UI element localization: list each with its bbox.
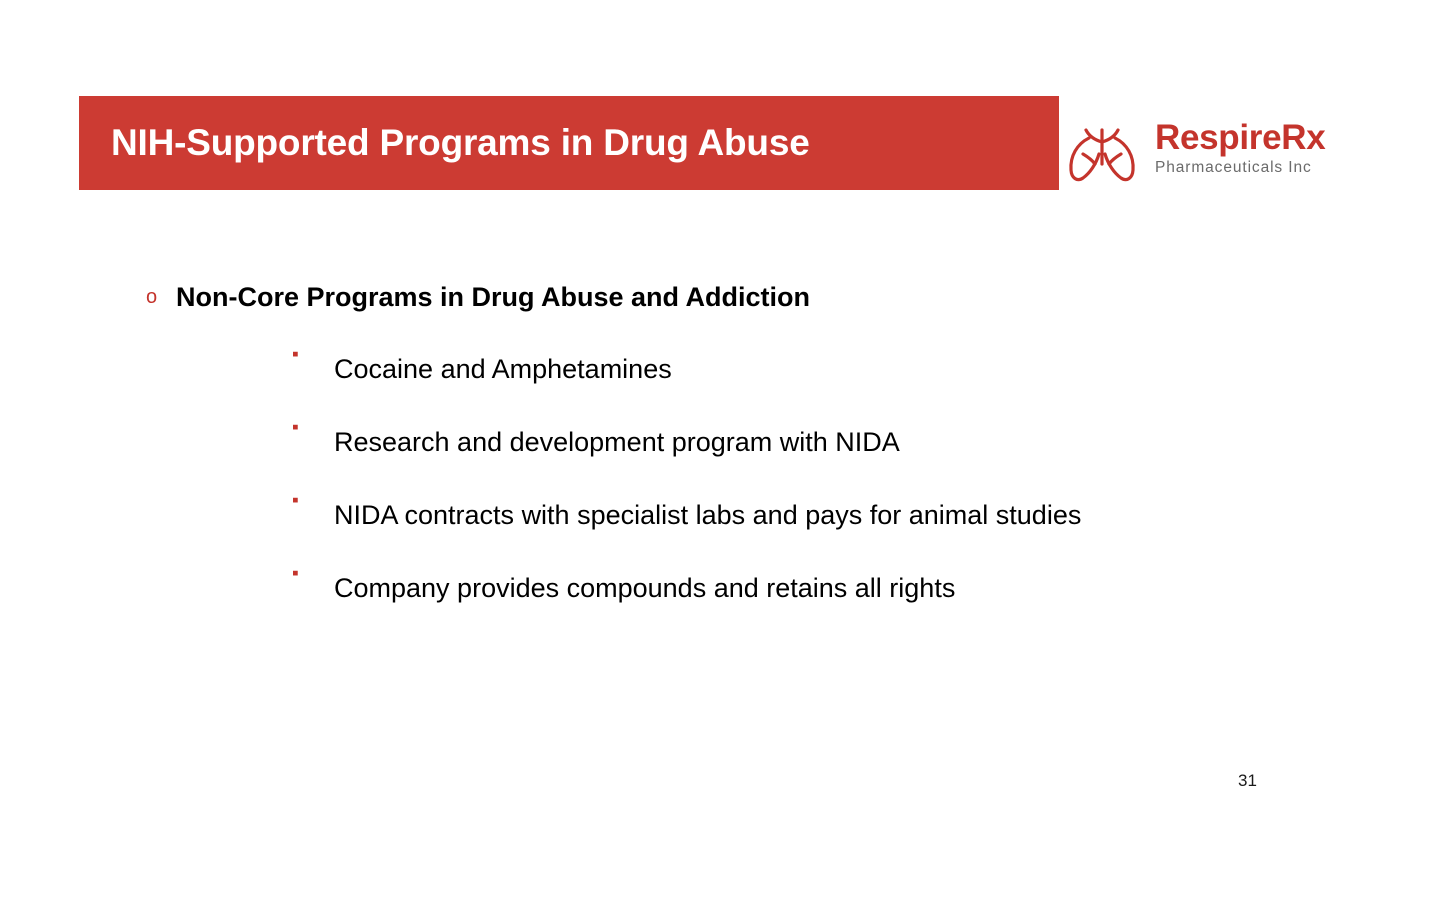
list-item-text: Company provides compounds and retains all rights <box>334 573 956 603</box>
bullet-marker-square-icon: ▪ <box>292 417 299 438</box>
lungs-icon <box>1059 124 1145 188</box>
list-item-text: Research and development program with NIDA <box>334 427 900 457</box>
logo-company-subtitle: Pharmaceuticals Inc <box>1155 158 1312 176</box>
page-title: NIH-Supported Programs in Drug Abuse <box>111 121 810 163</box>
logo-company-name: RespireRx <box>1155 118 1326 157</box>
list-item-text: NIDA contracts with specialist labs and pays for animal studies <box>334 500 1082 530</box>
bullet-level1 <box>140 276 1320 318</box>
page-number: 31 <box>1238 771 1257 790</box>
bullet-marker-square-icon: ▪ <box>292 344 299 365</box>
list-item <box>140 336 1320 403</box>
list-item <box>140 409 1320 476</box>
bullet-level1-text: Non-Core Programs in Drug Abuse and Addiction <box>176 282 811 312</box>
list-item <box>140 555 1320 622</box>
bullet-marker-square-icon: ▪ <box>292 563 299 584</box>
company-logo <box>1059 120 1359 198</box>
slide-title-bar <box>79 96 1059 190</box>
slide-body <box>140 276 1320 628</box>
bullet-marker-circle-icon: o <box>146 286 158 308</box>
bullet-marker-square-icon: ▪ <box>292 490 299 511</box>
list-item-text: Cocaine and Amphetamines <box>334 354 672 384</box>
logo-wordmark <box>1155 120 1359 177</box>
list-item <box>140 482 1320 549</box>
